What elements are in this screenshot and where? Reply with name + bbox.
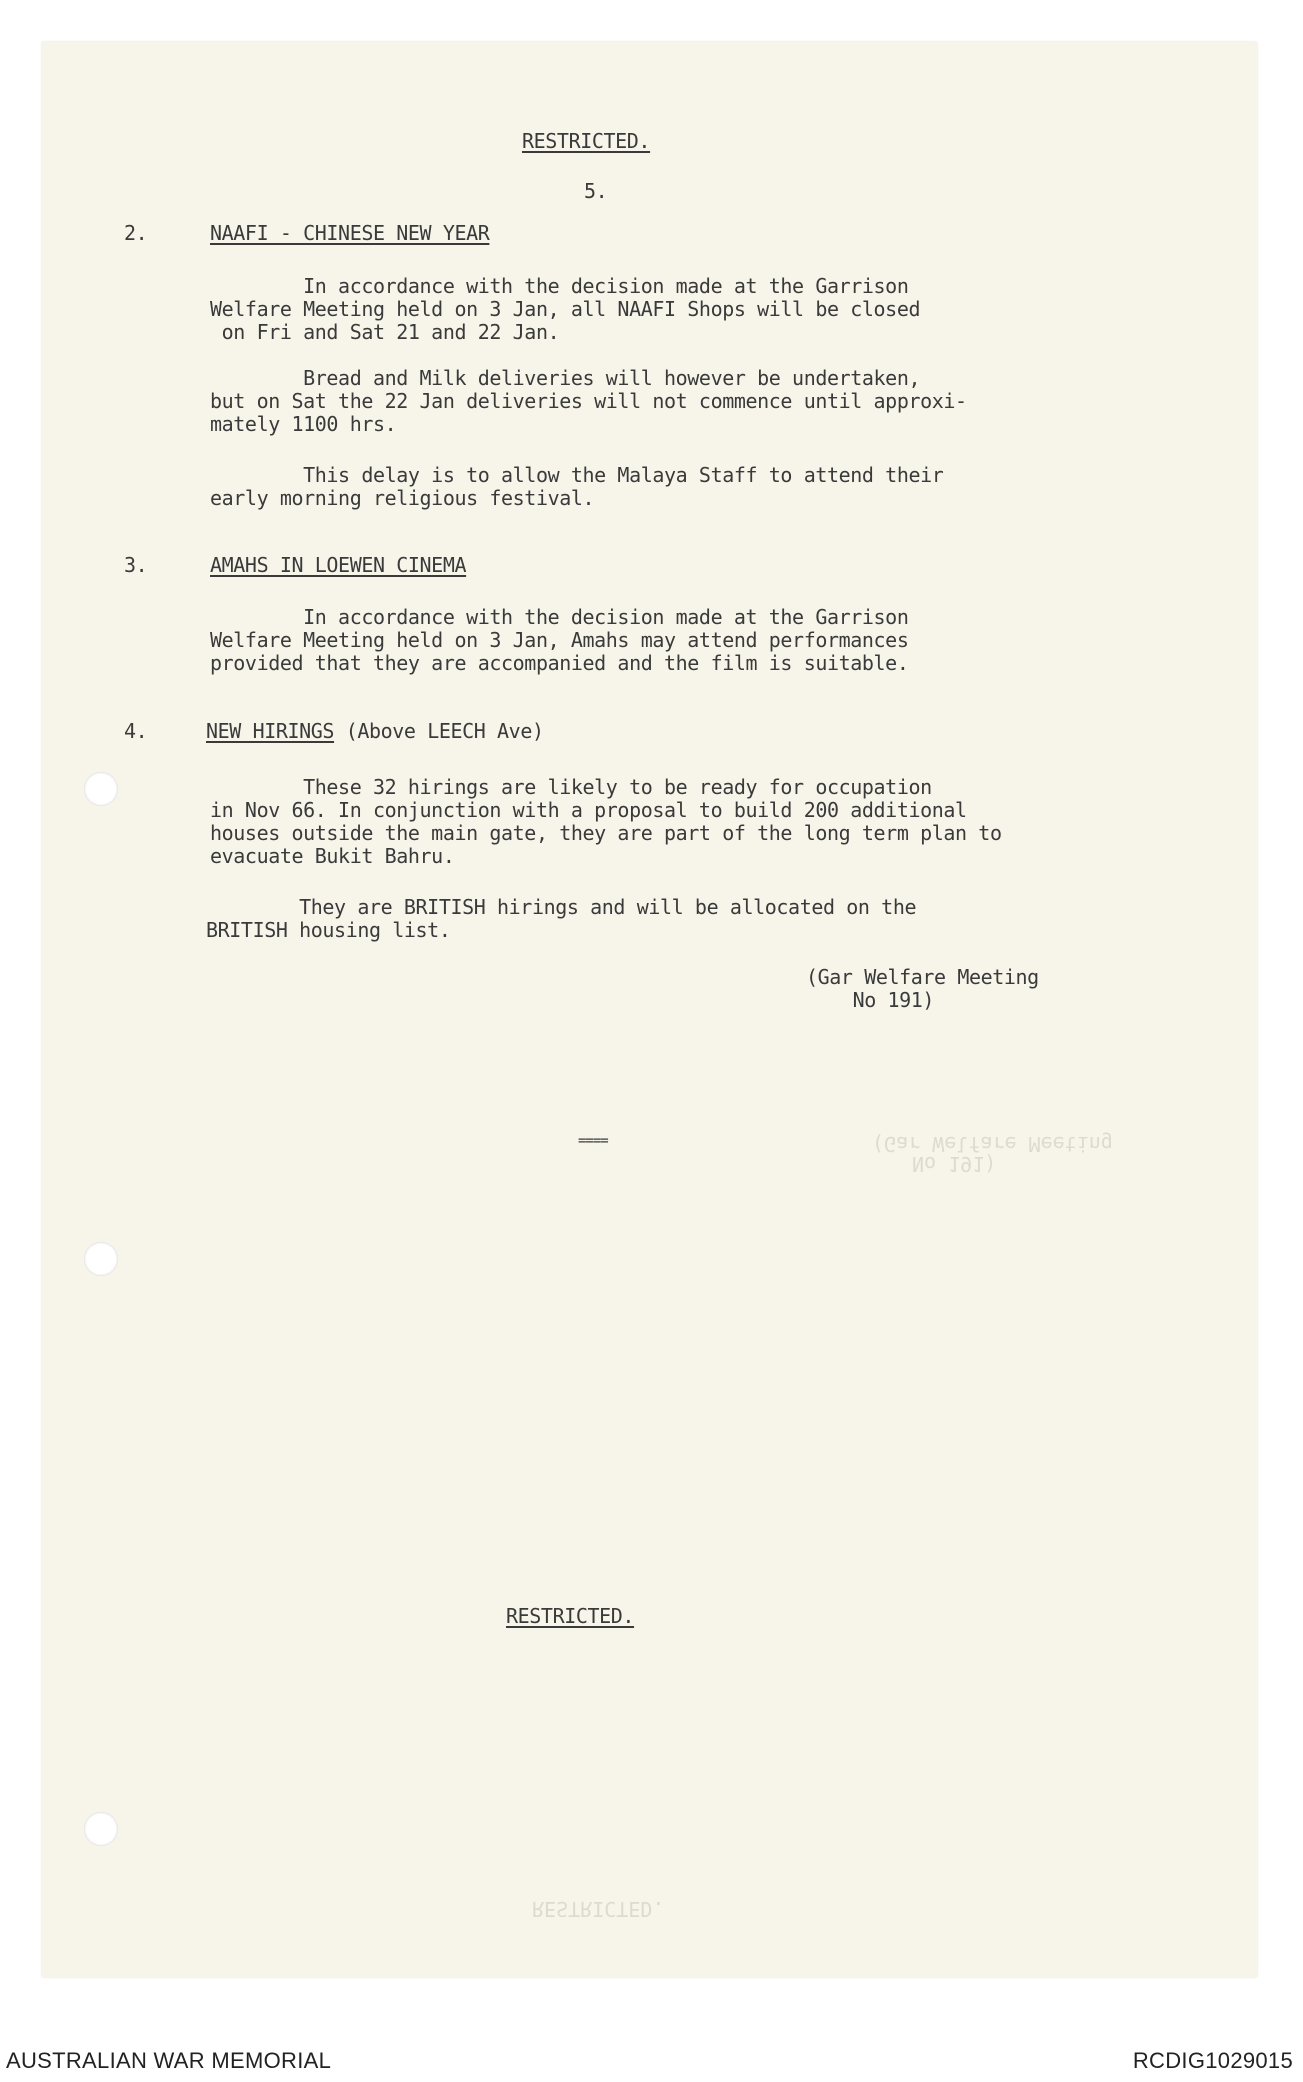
section-number: 2. [124, 221, 148, 245]
classification-footer: RESTRICTED. [506, 1604, 635, 1628]
section-title-line [206, 720, 544, 743]
body-line: They are BRITISH hirings and will be allocated on the [206, 895, 917, 919]
body-line: early morning religious festival. [210, 486, 595, 510]
body-line: Welfare Meeting held on 3 Jan, Amahs may attend performances [210, 628, 909, 652]
body-line: These 32 hirings are likely to be ready for occupation [210, 775, 932, 799]
bleed-through-text: RESTRICTED. [532, 1897, 665, 1921]
end-mark: ==== [578, 1133, 608, 1149]
body-line: houses outside the main gate, they are part of the long term plan to [210, 821, 1002, 845]
section-title: AMAHS IN LOEWEN CINEMA [210, 553, 467, 577]
section-title: NAAFI - CHINESE NEW YEAR [210, 221, 490, 245]
section-title: NEW HIRINGS [206, 719, 335, 743]
section-number: 3. [124, 553, 148, 577]
body-line: This delay is to allow the Malaya Staff to attend their [210, 463, 944, 487]
body-line: In accordance with the decision made at the Garrison [210, 274, 909, 298]
reference-line: No 191) [806, 988, 935, 1012]
body-line: evacuate Bukit Bahru. [210, 844, 455, 868]
body-line: Welfare Meeting held on 3 Jan, all NAAFI Shops will be closed [210, 297, 921, 321]
body-line: In accordance with the decision made at the Garrison [210, 605, 909, 629]
body-line: provided that they are accompanied and the film is suitable. [210, 651, 909, 675]
body-line: on Fri and Sat 21 and 22 Jan. [210, 320, 560, 344]
punch-hole [84, 1242, 118, 1276]
page-number: 5. [584, 179, 608, 203]
section-number: 4. [124, 719, 148, 743]
body-line: Bread and Milk deliveries will however be undertaken, [210, 366, 921, 390]
section-title-suffix: (Above LEECH Ave) [334, 719, 544, 743]
body-line: mately 1100 hrs. [210, 412, 397, 436]
archive-name: AUSTRALIAN WAR MEMORIAL [6, 2048, 332, 2073]
body-line: in Nov 66. In conjunction with a proposal to build 200 additional [210, 798, 967, 822]
classification-header: RESTRICTED. [522, 129, 651, 153]
punch-hole [84, 1812, 118, 1846]
archive-id: RCDIG1029015 [1132, 2048, 1293, 2073]
body-line: BRITISH housing list. [206, 918, 451, 942]
body-line: but on Sat the 22 Jan deliveries will not commence until approxi- [210, 389, 967, 413]
punch-hole [84, 772, 118, 806]
bleed-through-text: (Gar Welfare Meeting [872, 1132, 1113, 1156]
reference-line: (Gar Welfare Meeting [806, 965, 1039, 989]
bleed-through-text: No 191) [912, 1152, 997, 1176]
